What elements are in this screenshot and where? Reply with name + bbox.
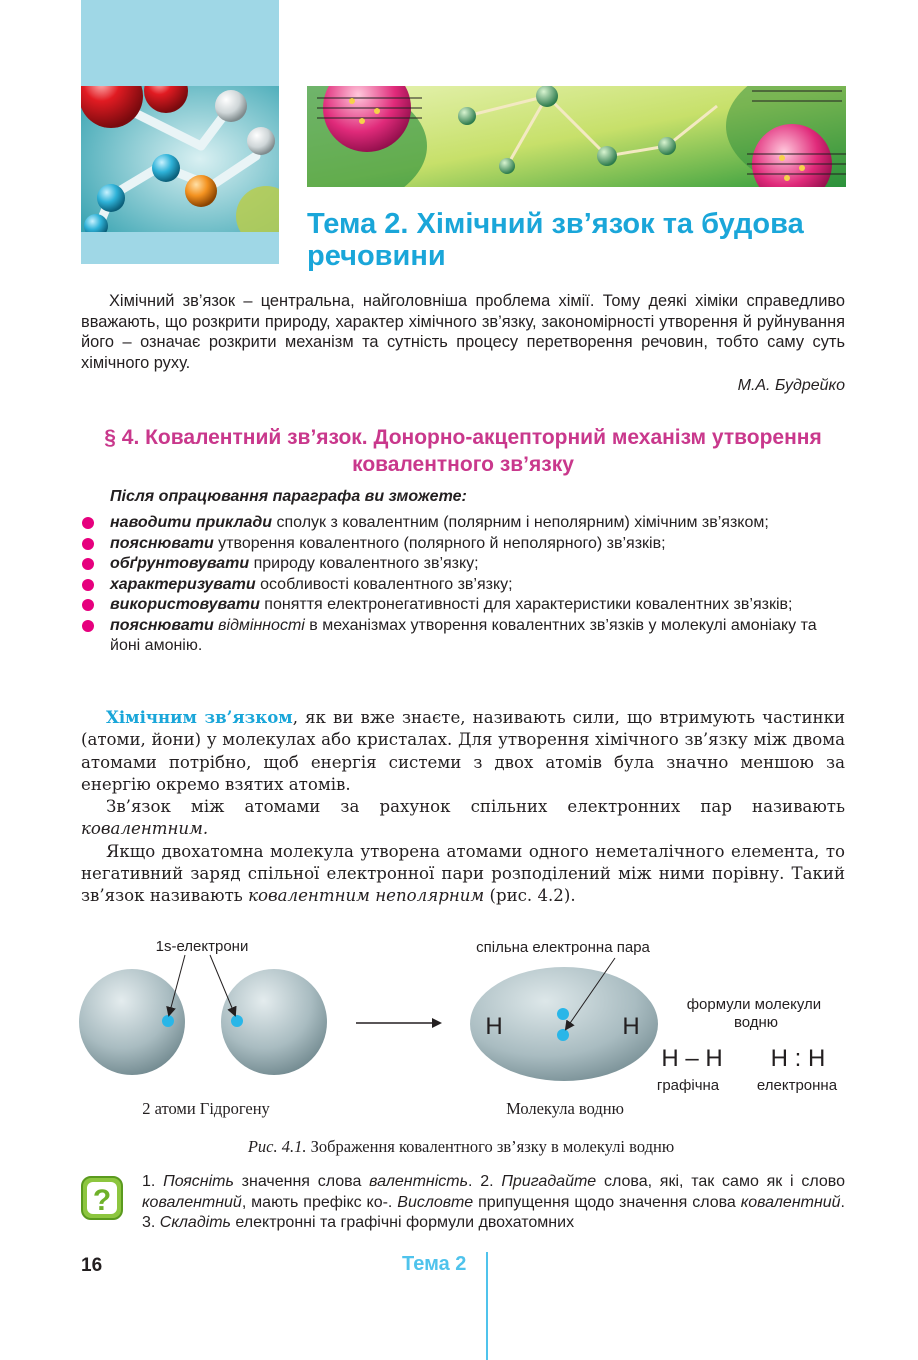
- bullet-icon: [82, 620, 94, 632]
- term-chemical-bond: Хімічним зв’язком: [106, 707, 293, 727]
- bullet-icon: [82, 599, 94, 611]
- electron-dot: [162, 1015, 174, 1027]
- caption-molecule: Молекула водню: [506, 1099, 624, 1118]
- epigraph: [81, 291, 845, 373]
- molecule-model-image: [81, 86, 279, 232]
- caption-atoms: 2 атоми Гідрогену: [142, 1099, 270, 1118]
- bullet-icon: [82, 538, 94, 550]
- goal-item: обґрунтовувати природу ковалентного зв’язку;: [81, 554, 845, 575]
- page-number: 16: [81, 1255, 103, 1276]
- paragraph-title: § 4. Ковалентний зв’язок. Донорно-акцепторний механізм утворення ковалентного зв’язку: [104, 426, 822, 476]
- questions-text: 1. Поясніть значення слова валентність. 2. Пригадайте слова, які, так само як і слово ковалентний, мають префікс ко-. Висловте припущення щодо значення слова ковалентний. 3. Складіть електронні та графічні формули двохатомних: [142, 1173, 845, 1231]
- label-1s-electrons: 1s-електрони: [155, 938, 249, 955]
- footer-divider: [486, 1252, 488, 1360]
- label-shared-pair: спільна електронна пара: [476, 939, 650, 956]
- electron-dot: [231, 1015, 243, 1027]
- goal-item: наводити приклади сполук з ковалентним (полярним і неполярним) хімічним зв’язком;: [81, 513, 845, 534]
- goals-list: [81, 513, 845, 657]
- label-formulas: формули молекули водню: [686, 996, 822, 1031]
- body-text: [81, 706, 845, 908]
- figure-caption: Рис. 4.1. Зображення ковалентного зв’язку в молекулі водню: [247, 1137, 675, 1156]
- bullet-icon: [82, 579, 94, 591]
- epigraph-author: М.А. Будрейко: [737, 377, 845, 394]
- atom-symbol-left: Н: [485, 1013, 503, 1040]
- crystal-lattice-image: [307, 86, 846, 187]
- electron-formula: Н : Н: [770, 1045, 826, 1072]
- footer-theme: Тема 2: [402, 1253, 467, 1275]
- epigraph-text: Хімічний зв’язок – центральна, найголовніша проблема хімії. Тому деякі хіміки справедливо вважають, що розкрити природу, характер хімічного зв’язку, закономірності утворення й руйнування його – означає розкрити механізм та сутність процесу перетворення речовин, тобто саму суть хімічного руху.: [81, 292, 845, 372]
- goals-heading: Після опрацювання параграфа ви зможете:: [110, 488, 467, 505]
- goal-item: пояснювати утворення ковалентного (полярного й неполярного) зв’язків;: [81, 534, 845, 555]
- figure-hydrogen-molecule: [0, 930, 918, 1160]
- body-paragraph-2: Зв’язок між атомами за рахунок спільних електронних пар називають ковалентним.: [81, 797, 845, 839]
- electron-dot: [557, 1008, 569, 1020]
- body-paragraph-3: Якщо двохатомна молекула утворена атомами одного неметалічного елемента, то негативний заряд спільної електронної пари розподілений між ними порівну. Такий зв’язок називають ковалентним неполярним (рис. 4.2).: [81, 841, 845, 906]
- body-paragraph-1: Хімічним зв’язком, як ви вже знаєте, називають сили, що втримують частинки (атоми, йони) у молекулах або кристалах. Для утворення хімічного зв’язку між двома атомами потрібно, щоб енергія системи з двох атомів була значно меншою за енергію окремо взятих атомів.: [81, 707, 846, 794]
- goal-item: пояснювати відмінності в механізмах утворення ковалентних зв’язків у молекулі амоніаку та йоні амонію.: [81, 616, 845, 657]
- electron-dot: [557, 1029, 569, 1041]
- goal-item: використовувати поняття електронегативності для характеристики ковалентних зв’язків;: [81, 595, 845, 616]
- bullet-icon: [82, 558, 94, 570]
- goal-item: характеризувати особливості ковалентного зв’язку;: [81, 575, 845, 596]
- label-electronic: електронна: [756, 1077, 838, 1094]
- question-icon: [80, 1175, 124, 1221]
- graphic-formula: Н – Н: [661, 1045, 723, 1072]
- atom-symbol-right: Н: [622, 1013, 640, 1040]
- bullet-icon: [82, 517, 94, 529]
- svg-text:?: ?: [92, 1184, 112, 1217]
- label-graphic: графічна: [656, 1077, 720, 1094]
- theme-title: Тема 2. Хімічний зв’язок та будова речовини: [307, 208, 804, 272]
